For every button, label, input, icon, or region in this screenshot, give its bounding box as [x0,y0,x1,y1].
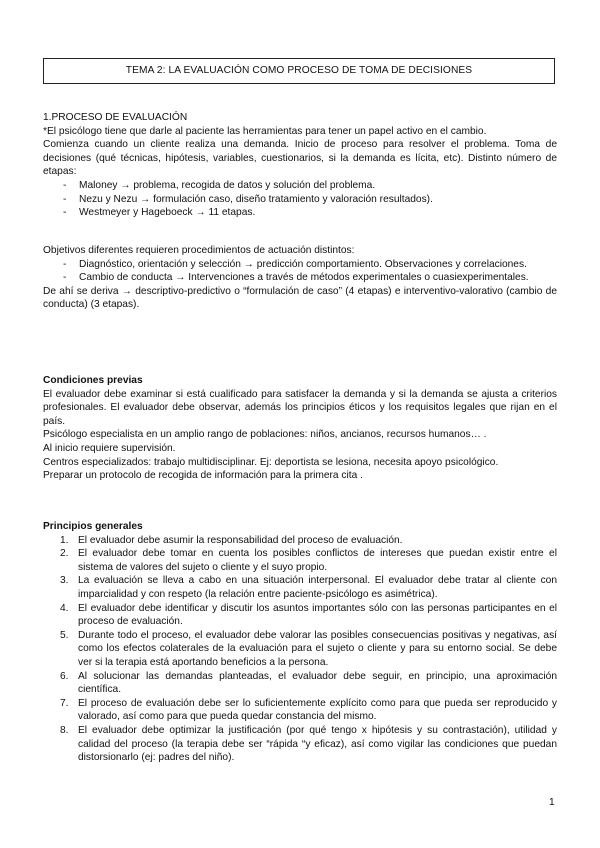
derivation-paragraph: De ahí se deriva → descriptivo-predictivo o “formulación de caso” (4 etapas) e interventivo-valorativo (cambio de conducta) (3 etapas). [43,285,557,311]
item-text: El evaluador debe asumir la responsabilidad del proceso de evaluación. [78,534,403,546]
section-heading: Principios generales [43,521,143,532]
section-heading: Condiciones previas [43,375,143,386]
list-item [43,670,557,697]
item-text: La evaluación se lleva a cabo en una situación interpersonal. El evaluador debe tratar al cliente con imparcialidad y con respeto (la relación entre paciente-psicólogo es asimétrica). [78,575,557,600]
item-number: 5. [60,629,69,641]
item-number: 3. [60,575,69,587]
list-item [43,534,557,548]
list-item [43,724,557,765]
objectives-list [43,258,557,285]
intro-paragraph: Comienza cuando un cliente realiza una demanda. Inicio de proceso para resolver el problema. Toma de decisiones (qué técnicas, hipótesis, variables, cuestionarios, si la demanda es lícita, etc). Distinto número de etapas: [43,139,557,178]
conditions-paragraph: El evaluador debe examinar si está cualificado para satisfacer la demanda y si la demanda se ajusta a criterios profesionales. El evaluador debe observar, además los principios éticos y los requisitos legales que rijan en el país. [43,388,557,427]
item-text: Al solucionar las demandas planteadas, el evaluador debe seguir, en principio, una aproximación científica. [78,670,557,696]
item-text: Durante todo el proceso, el evaluador debe valorar las posibles consecuencias positivas y negativas, así como los efectos colaterales de la evaluación para el sujeto o cliente y para su entorno social. Se debe ver si la terapia está aportando beneficios a la persona. [78,629,557,668]
conditions-line: Al inicio requiere supervisión. [43,442,176,454]
principles-list [43,534,557,765]
section-proceso-evaluacion [43,111,557,220]
list-item: - Westmeyer y Hageboeck → 11 etapas. [63,206,557,220]
item-number: 7. [60,697,69,709]
objectives-block [43,244,557,312]
list-item: - Maloney → problema, recogida de datos y solución del problema. [63,179,557,193]
list-item: - Cambio de conducta → Intervenciones a través de métodos experimentales o cuasiexperimentales. [63,271,557,285]
item-text: El proceso de evaluación debe ser lo suficientemente explícito como para que pueda ser reproducido y valorado, así como para que pueda quedar constancia del mismo. [78,697,557,723]
objectives-intro: Objetivos diferentes requieren procedimientos de actuación distintos: [43,245,355,256]
item-number: 8. [60,724,69,736]
list-item [43,629,557,670]
list-item [43,697,557,724]
document-title: TEMA 2: LA EVALUACIÓN COMO PROCESO DE TOMA DE DECISIONES [43,58,555,84]
list-item [43,574,557,601]
stages-list [43,179,557,220]
list-item [43,602,557,629]
item-number: 4. [60,602,69,614]
item-text: El evaluador debe identificar y discutir los asuntos importantes sólo con las personas participantes en el proceso de evaluación. [78,602,557,628]
intro-line: *El psicólogo tiene que darle al paciente las herramientas para tener un papel activo en el cambio. [43,125,487,137]
list-item: - Diagnóstico, orientación y selección → predicción comportamiento. Observaciones y correlaciones. [63,258,557,272]
item-text: El evaluador debe optimizar la justificación (por qué tengo x hipótesis y su contrastación), utilidad y calidad del proceso (la terapia debe ser “rápida “y eficaz), así como vigilar las condiciones que puedan distorsionarlo (ej: padres del niño). [78,724,557,764]
page-number: 1 [549,797,555,808]
conditions-line: Psicólogo especialista en un amplio rango de poblaciones: niños, ancianos, recursos humanos… . [43,429,487,441]
section-condiciones-previas [43,374,557,483]
item-number: 1. [60,534,69,546]
list-item [43,547,557,574]
conditions-line: Centros especializados: trabajo multidisciplinar. Ej: deportista se lesiona, necesita apoyo psicológico. [43,456,499,468]
section-heading: 1.PROCESO DE EVALUACIÓN [43,112,188,123]
section-principios-generales [43,520,557,765]
conditions-line: Preparar un protocolo de recogida de información para la primera cita . [43,470,363,482]
item-number: 6. [60,670,69,682]
item-number: 2. [60,548,69,560]
item-text: El evaluador debe tomar en cuenta los posibles conflictos de intereses que puedan existir entre el sistema de valores del sujeto o cliente y el suyo propio. [78,548,557,573]
list-item: - Nezu y Nezu → formulación caso, diseño tratamiento y valoración resultados). [63,193,557,207]
